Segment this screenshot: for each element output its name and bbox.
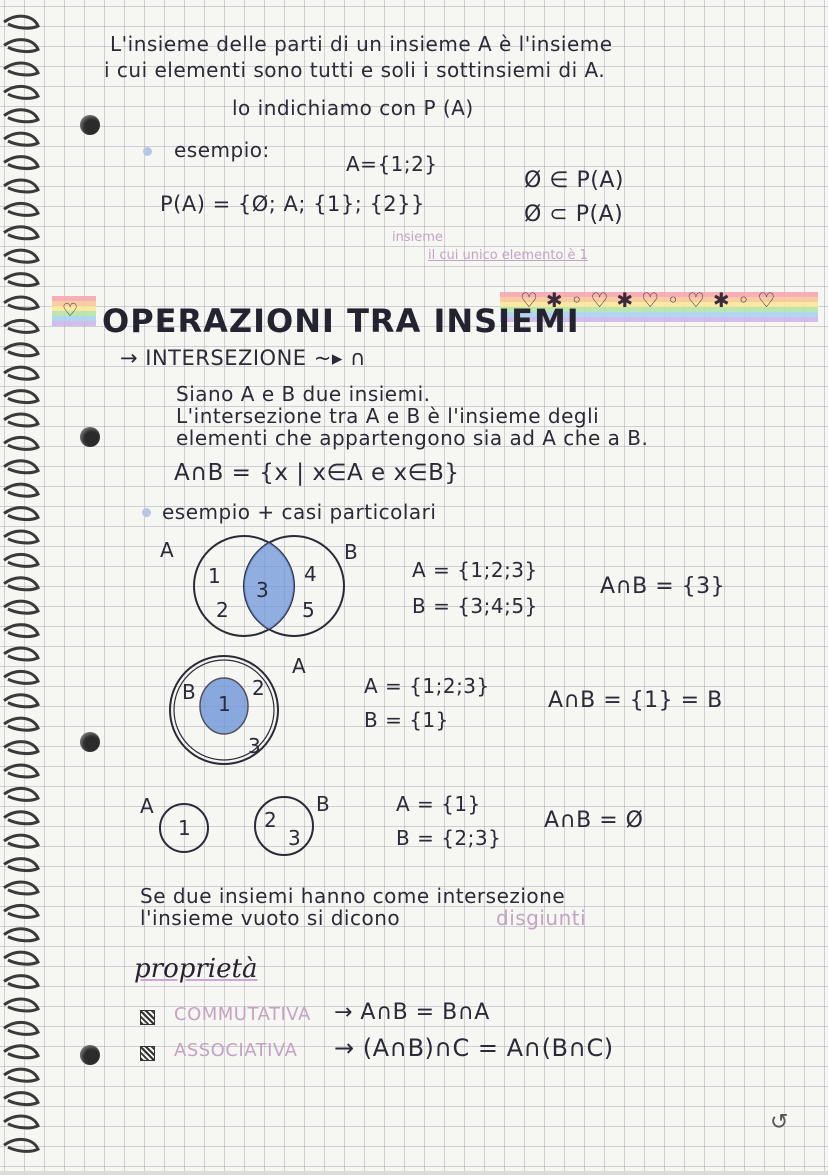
intersection-def-3: elementi che appartengono sia ad A che a B.	[176, 426, 649, 450]
label-a: A	[292, 654, 307, 678]
spiral-coil	[4, 812, 38, 824]
spiral-coil	[4, 1093, 38, 1105]
heart-decoration: ♡✱◦♡✱♡◦♡✱◦♡	[520, 288, 784, 312]
empty-subset-power-set: Ø ⊂ P(A)	[524, 202, 624, 227]
spiral-coil	[4, 601, 38, 613]
spiral-coil	[4, 695, 38, 707]
element: 1	[208, 564, 222, 588]
spiral-coil	[4, 671, 38, 683]
disjoint-term: disgiunti	[496, 906, 587, 930]
disjoint-line-2: l'insieme vuoto si dicono	[140, 906, 401, 930]
disjoint-line-1: Se due insiemi hanno come intersezione	[140, 884, 566, 908]
label-a: A	[140, 794, 155, 818]
power-set: P(A) = {Ø; A; {1}; {2}}	[160, 192, 425, 216]
spiral-coil	[4, 531, 38, 543]
intersection-heading: → INTERSEZIONE ~▸ ∩	[120, 346, 366, 370]
heart-decoration-left: ♡	[62, 300, 79, 321]
punch-hole	[80, 1045, 100, 1065]
example-set-a: A={1;2}	[346, 152, 438, 176]
spiral-coils	[0, 0, 44, 1171]
spiral-coil	[4, 461, 38, 473]
element: 5	[302, 598, 316, 622]
venn-overlap-diagram	[176, 534, 366, 644]
spiral-coil	[4, 882, 38, 894]
spiral-coil	[4, 765, 38, 777]
intro-line-3: lo indichiamo con P (A)	[232, 96, 474, 120]
spiral-coil	[4, 86, 38, 98]
spiral-coil	[4, 63, 38, 75]
label-b: B	[344, 540, 359, 564]
case2-set-a: A = {1;2;3}	[364, 674, 490, 698]
case2-set-b: B = {1}	[364, 708, 449, 732]
spiral-coil	[4, 344, 38, 356]
spiral-coil	[4, 484, 38, 496]
spiral-coil	[4, 391, 38, 403]
intersection-def-2: L'intersezione tra A e B è l'insieme degli	[176, 404, 600, 428]
spiral-coil	[4, 180, 38, 192]
intro-line-2: i cui elementi sono tutti e soli i sottinsiemi di A.	[104, 58, 606, 82]
spiral-coil	[4, 742, 38, 754]
intersection-formula: A∩B = {x | x∈A e x∈B}	[174, 460, 460, 486]
spiral-coil	[4, 952, 38, 964]
element-inner: 1	[218, 692, 232, 716]
label-b: B	[182, 680, 197, 704]
spiral-coil	[4, 929, 38, 941]
bullet-dot	[142, 508, 151, 517]
spiral-coil	[4, 320, 38, 332]
intersection-def-1: Siano A e B due insiemi.	[176, 382, 431, 406]
element: 2	[252, 676, 266, 700]
spiral-coil	[4, 274, 38, 286]
spiral-coil	[4, 578, 38, 590]
spiral-binding	[0, 0, 44, 1171]
annotation-element: il cui unico elemento è 1	[428, 248, 588, 263]
spiral-coil	[4, 16, 38, 28]
spiral-coil	[4, 625, 38, 637]
spiral-coil	[4, 227, 38, 239]
case1-set-a: A = {1;2;3}	[412, 558, 538, 582]
punch-hole	[80, 115, 100, 135]
spiral-coil	[4, 250, 38, 262]
spiral-coil	[4, 835, 38, 847]
properties-title: proprietà	[134, 954, 258, 984]
case2-result: A∩B = {1} = B	[548, 688, 723, 713]
spiral-coil	[4, 648, 38, 660]
associative-name: ASSOCIATIVA	[174, 1040, 298, 1061]
spiral-coil	[4, 905, 38, 917]
spiral-coil	[4, 1139, 38, 1151]
checkbox-icon	[140, 1010, 155, 1025]
label-a: A	[160, 538, 175, 562]
associative-formula: → (A∩B)∩C = A∩(B∩C)	[334, 1034, 614, 1062]
element: 1	[178, 816, 192, 840]
bullet-dot	[143, 147, 152, 156]
spiral-coil	[4, 999, 38, 1011]
commutative-name: COMMUTATIVA	[174, 1004, 311, 1025]
case3-result: A∩B = Ø	[544, 808, 644, 833]
spiral-coil	[4, 788, 38, 800]
commutative-formula: → A∩B = B∩A	[334, 1000, 490, 1025]
element: 2	[216, 598, 230, 622]
spiral-coil	[4, 133, 38, 145]
spiral-coil	[4, 554, 38, 566]
punch-hole	[80, 732, 100, 752]
element: 3	[248, 734, 262, 758]
case1-result: A∩B = {3}	[600, 574, 726, 599]
spiral-coil	[4, 508, 38, 520]
spiral-coil	[4, 1069, 38, 1081]
empty-in-power-set: Ø ∈ P(A)	[524, 168, 624, 193]
element-shared: 3	[256, 578, 270, 602]
spiral-coil	[4, 1116, 38, 1128]
checkbox-icon	[140, 1046, 155, 1061]
spiral-coil	[4, 157, 38, 169]
examples-label: esempio + casi particolari	[162, 500, 437, 524]
section-title: OPERAZIONI TRA INSIEMI	[102, 302, 580, 340]
example-label: esempio:	[174, 138, 270, 162]
element: 3	[288, 826, 302, 850]
page-corner-doodle-icon: ↺	[770, 1110, 789, 1135]
spiral-coil	[4, 110, 38, 122]
spiral-coil	[4, 40, 38, 52]
element: 2	[264, 808, 278, 832]
spiral-coil	[4, 718, 38, 730]
case3-set-b: B = {2;3}	[396, 826, 502, 850]
label-b: B	[316, 792, 331, 816]
spiral-coil	[4, 297, 38, 309]
spiral-coil	[4, 1022, 38, 1034]
spiral-coil	[4, 859, 38, 871]
case3-set-a: A = {1}	[396, 792, 481, 816]
spiral-coil	[4, 414, 38, 426]
annotation-insieme: insieme	[392, 230, 443, 245]
punch-hole	[80, 427, 100, 447]
element: 4	[304, 562, 318, 586]
spiral-coil	[4, 976, 38, 988]
spiral-coil	[4, 203, 38, 215]
spiral-coil	[4, 367, 38, 379]
spiral-coil	[4, 437, 38, 449]
case1-set-b: B = {3;4;5}	[412, 594, 538, 618]
spiral-coil	[4, 1046, 38, 1058]
intro-line-1: L'insieme delle parti di un insieme A è l'insieme	[110, 32, 613, 56]
